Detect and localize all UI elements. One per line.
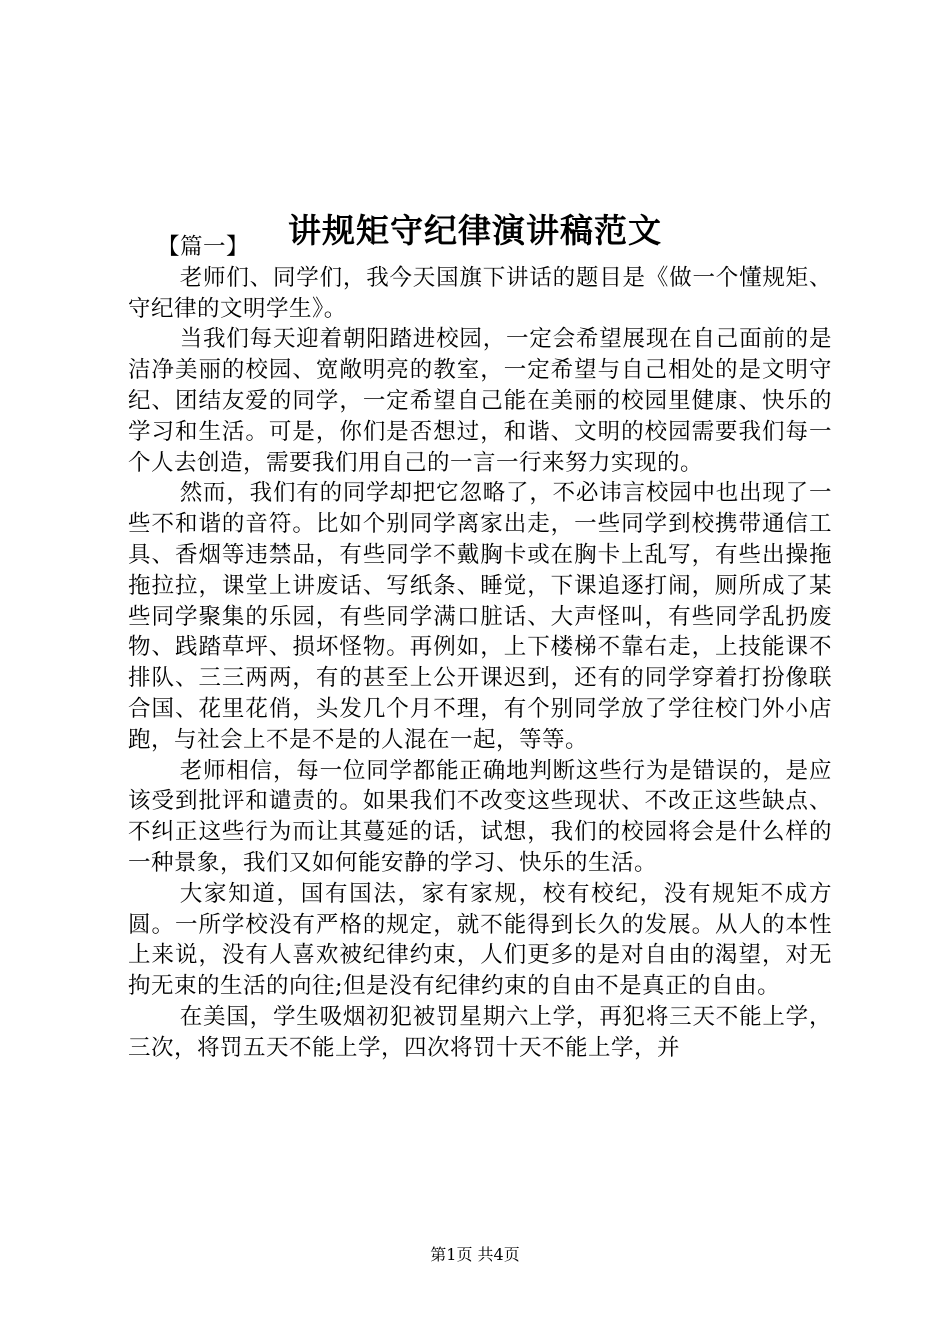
- document-title: 讲规矩守纪律演讲稿范文: [288, 211, 662, 251]
- paragraph-4: 老师相信，每一位同学都能正确地判断这些行为是错误的，是应该受到批评和谴责的。如果我们不改变这些现状、不改正这些缺点、不纠正这些行为而让其蔓延的话，试想，我们的校园将会是什么样的一种景象，我们又如何能安静的学习、快乐的生活。: [128, 757, 832, 876]
- paragraph-3: 然而，我们有的同学却把它忽略了，不必讳言校园中也出现了一些不和谐的音符。比如个别同学离家出走，一些同学到校携带通信工具、香烟等违禁品，有些同学不戴胸卡或在胸卡上乱写，有些出操拖拖拉拉，课堂上讲废话、写纸条、睡觉，下课追逐打闹，厕所成了某些同学聚集的乐园，有些同学满口脏话、大声怪叫，有些同学乱扔废物、践踏草坪、损坏怪物。再例如，上下楼梯不靠右走，上技能课不排队、三三两两，有的甚至上公开课迟到，还有的同学穿着打扮像联合国、花里花俏，头发几个月不理，有个别同学放了学往校门外小店跑，与社会上不是不是的人混在一起，等等。: [128, 480, 832, 753]
- page-footer: 第1页 共4页: [430, 1245, 520, 1264]
- paragraph-2: 当我们每天迎着朝阳踏进校园，一定会希望展现在自己面前的是洁净美丽的校园、宽敞明亮的教室，一定希望与自己相处的是文明守纪、团结友爱的同学，一定希望自己能在美丽的校园里健康、快乐的学习和生活。可是，你们是否想过，和谐、文明的校园需要我们每一个人去创造，需要我们用自己的一言一行来努力实现的。: [128, 326, 832, 476]
- paragraph-5: 大家知道，国有国法，家有家规，校有校纪，没有规矩不成方圆。一所学校没有严格的规定，就不能得到长久的发展。从人的本性上来说，没有人喜欢被纪律约束，人们更多的是对自由的渴望，对无拘无束的生活的向往;但是没有纪律约束的自由不是真正的自由。: [128, 880, 832, 1000]
- paragraph-6: 在美国，学生吸烟初犯被罚星期六上学，再犯将三天不能上学，三次，将罚五天不能上学，四次将罚十天不能上学，并: [128, 1003, 832, 1061]
- paragraph-1: 老师们、同学们，我今天国旗下讲话的题目是《做一个懂规矩、守纪律的文明学生》。: [128, 264, 832, 322]
- document-body: [128, 232, 832, 1064]
- section-label: 【篇一】: [157, 234, 250, 260]
